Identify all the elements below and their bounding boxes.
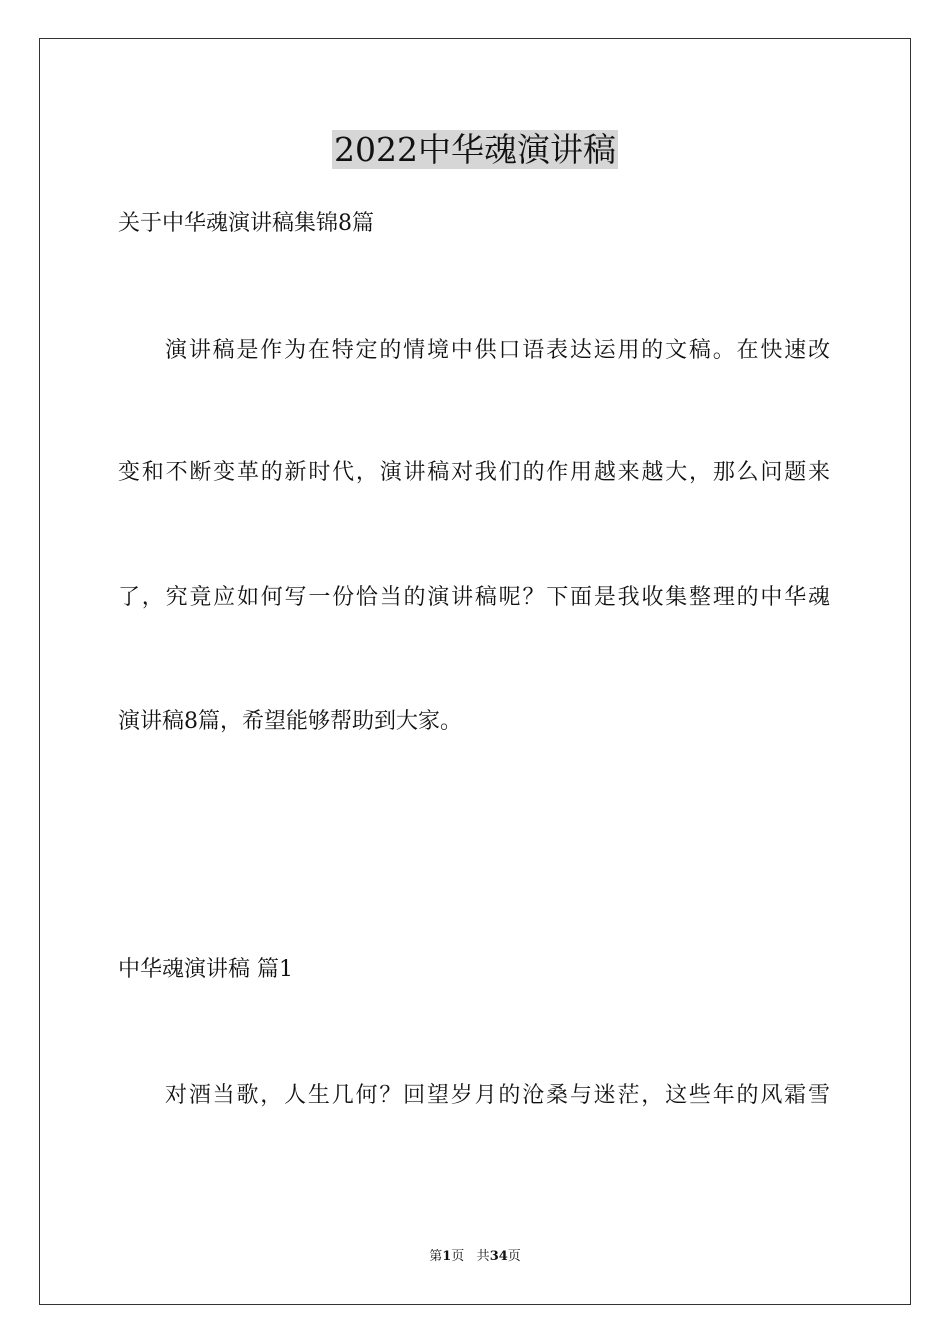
section-heading: 中华魂演讲稿 篇1 [118,957,293,982]
footer-page-suffix: 页 [451,1249,465,1264]
footer-total-prefix: 共 [476,1249,490,1264]
document-subtitle: 关于中华魂演讲稿集锦8篇 [118,211,374,236]
document-title-text: 2022中华魂演讲稿 [334,130,616,169]
intro-line-1: 演讲稿是作为在特定的情境中供口语表达运用的文稿。在快速改 [165,338,830,363]
intro-line-3: 了，究竟应如何写一份恰当的演讲稿呢？下面是我收集整理的中华魂 [118,585,830,610]
footer-page-number: 1 [442,1249,452,1264]
page-footer [0,1248,950,1266]
intro-line-2: 变和不断变革的新时代，演讲稿对我们的作用越来越大，那么问题来 [118,460,830,485]
section-line-1: 对酒当歌，人生几何？回望岁月的沧桑与迷茫，这些年的风霜雪 [165,1083,830,1108]
footer-total-suffix: 页 [507,1249,521,1264]
footer-prefix: 第 [429,1249,443,1264]
document-title [0,128,950,172]
intro-line-4: 演讲稿8篇，希望能够帮助到大家。 [118,709,462,734]
footer-total-pages: 34 [489,1249,508,1264]
